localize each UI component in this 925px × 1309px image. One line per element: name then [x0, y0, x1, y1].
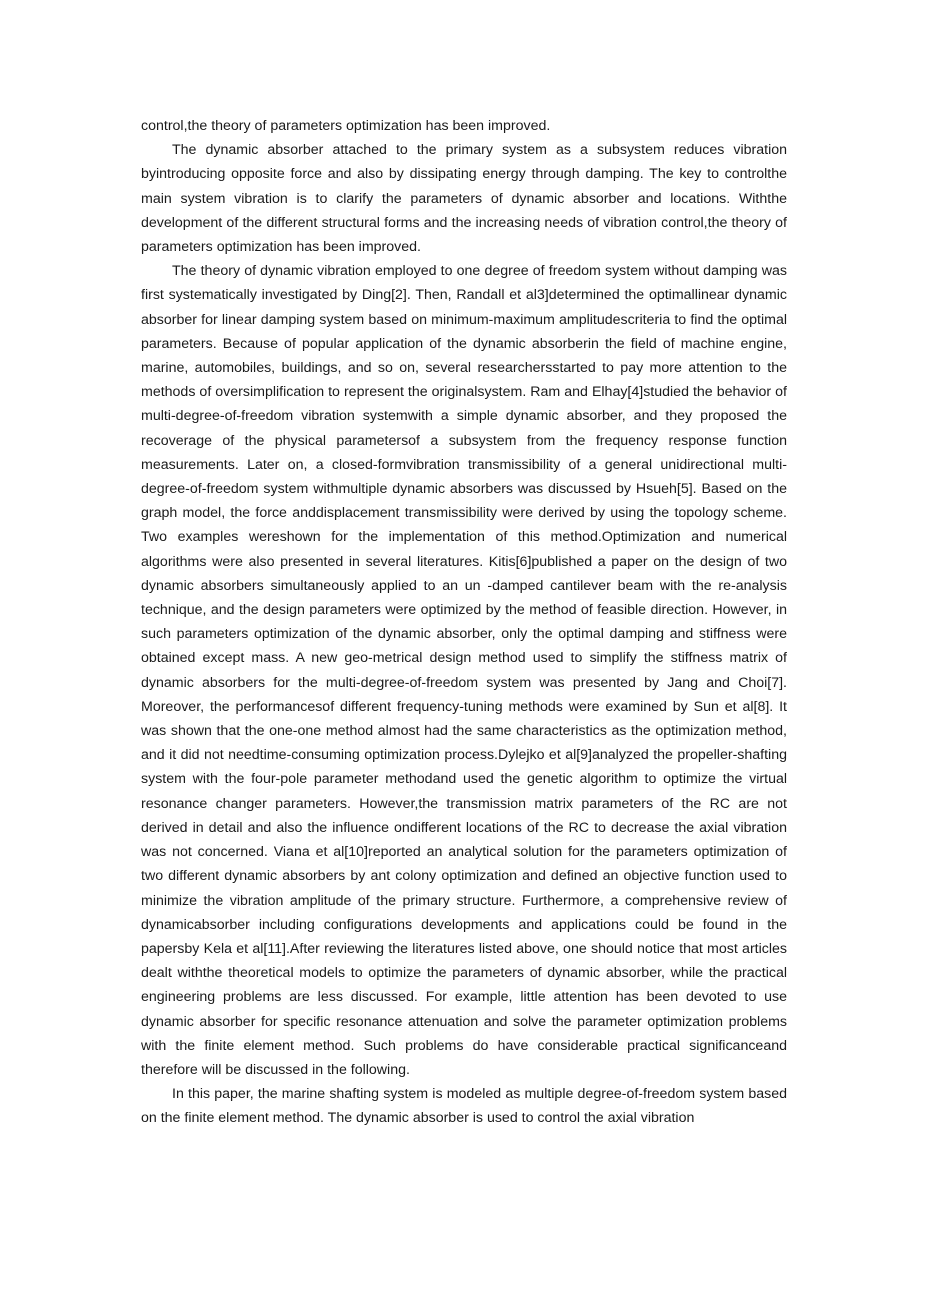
paragraph-dynamic-absorber-intro: The dynamic absorber attached to the primary system as a subsystem reduces vibration byintroducing opposite force and also by dissipating energy through damping. The key to controlthe main system vibration is to clarify the parameters of dynamic absorber and locations. Withthe development of the different structural forms and the increasing needs of vibration control,the theory of parameters optimization has been improved. — [141, 142, 787, 256]
paragraph-this-paper: In this paper, the marine shafting system is modeled as multiple degree-of-freedom system based on the finite element method. The dynamic absorber is used to control the axial vibration — [141, 1086, 787, 1127]
paragraph-literature-review: The theory of dynamic vibration employed to one degree of freedom system without damping was first systematically investigated by Ding[2]. Then, Randall et al3]determined the optimallinear dynamic absorber for linear damping system based on minimum-maximum amplitudescriteria to find the optimal parameters. Because of popular application of the dynamic absorberin the field of machine engine, marine, automobiles, buildings, and so on, several researchersstarted to pay more attention to the methods of oversimplification to represent the originalsystem. Ram and Elhay[4]studied the behavior of multi-degree-of-freedom vibration systemwith a simple dynamic absorber, and they proposed the recoverage of the physical parametersof a subsystem from the frequency response function measurements. Later on, a closed-formvibration transmissibility of a general unidirectional multi-degree-of-freedom system withmultiple dynamic absorbers was discussed by Hsueh[5]. Based on the graph model, the force anddisplacement transmissibility were derived by using the topology scheme. Two examples wereshown for the implementation of this method.Optimization and numerical algorithms were also presented in several literatures. Kitis[6]published a paper on the design of two dynamic absorbers simultaneously applied to an un -damped cantilever beam with the re-analysis technique, and the design parameters were optimized by the method of feasible direction. However, in such parameters optimization of the dynamic absorber, only the optimal damping and stiffness were obtained except mass. A new geo-metrical design method used to simplify the stiffness matrix of dynamic absorbers for the multi-degree-of-freedom system was presented by Jang and Choi[7]. Moreover, the performancesof different frequency-tuning methods were examined by Sun et al[8]. It was shown that the one-one method almost had the same characteristics as the optimization method, and it did not needtime-consuming optimization process.Dylejko et al[9]analyzed the propeller-shafting system with the four-pole parameter methodand used the genetic algorithm to optimize the virtual resonance changer parameters. However,the transmission matrix parameters of the RC are not derived in detail and also the influence ondifferent locations of the RC to decrease the axial vibration was not concerned. Viana et al[10]reported an analytical solution for the parameters optimization of two different dynamic absorbers by ant colony optimization and defined an objective function used to minimize the vibration amplitude of the primary structure. Furthermore, a comprehensive review of dynamicabsorber including configurations developments and applications could be found in the papersby Kela et al[11].After reviewing the literatures listed above, one should notice that most articles dealt withthe theoretical models to optimize the parameters of dynamic absorber, while the practical engineering problems are less discussed. For example, little attention has been devoted to use dynamic absorber for specific resonance attenuation and solve the parameter optimization problems with the finite element method. Such problems do have considerable practical significanceand therefore will be discussed in the following. — [141, 263, 787, 1078]
document-body — [141, 114, 787, 1131]
paragraph-continuation: control,the theory of parameters optimization has been improved. — [141, 118, 551, 134]
